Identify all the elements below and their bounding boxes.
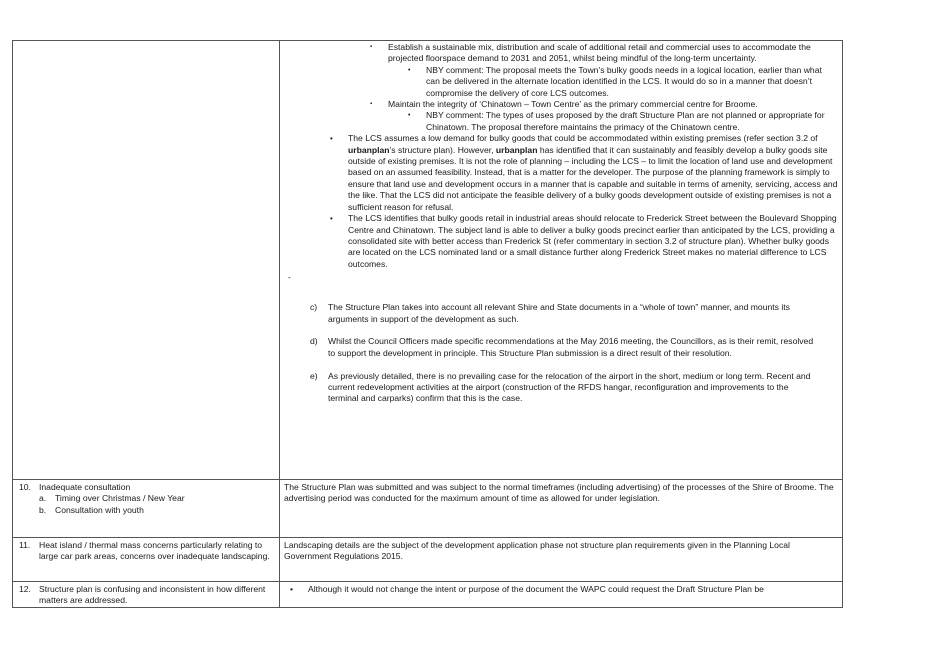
list-item	[284, 110, 838, 133]
list-item-text: The LCS identifies that bulky goods retail in industrial areas should relocate to Frederick Street between the Boulevard Shopping Centre and Chinatown. The subject land is able to deliver a bulky goods precinct earlier than anticipated by the LCS, providing a consolidated site with better access than Frederick St (refer commentary in section 3.2 of structure plan). Whether bulky goods are located on the LCS nominated land or a small distance further along Frederick Street makes no material difference to LCS outcomes.	[348, 213, 837, 269]
list-item	[284, 42, 838, 65]
issue-number: 12.	[19, 584, 31, 594]
issue-text: Heat island / thermal mass concerns particularly relating to large car park areas, concerns over inadequate landscaping.	[39, 540, 270, 562]
response-text: Landscaping details are the subject of the development application phase not structure plan requirements given in the Planning Local Government Regulations 2015.	[284, 540, 790, 562]
issue-title	[17, 482, 275, 493]
text-segment: The LCS assumes a low demand for bulky goods that could be accommodated within existing premises (refer section 3.2 of	[348, 133, 818, 144]
issue-title	[17, 584, 275, 607]
sub-item-text: Consultation with youth	[55, 504, 144, 515]
text-segment: has identified that it can sustainably and feasibly develop a bulky goods site outside of existing premises. It is not the role of planning – including the LCS – to limit the location of land use and development based on an assumed feasibility. Instead, that is a matter for the developer. The purpose of the planning framework is simply to ensure that land use and development occurs in a manner that is capable and suitable in terms of amenity, servicing, access and the like. That the LCS did not anticipate the feasible delivery of a bulky goods development outside of existing premises is not a sufficient reason for refusal.	[348, 144, 838, 212]
lettered-item	[284, 302, 838, 325]
comments-table	[12, 40, 843, 608]
item-text: Whilst the Council Officers made specific recommendations at the May 2016 meeting, the Councillors, as is their remit, resolved to support the development in principle. This Structure Plan submission is a direct result of their resolution.	[328, 336, 814, 358]
text-segment: ’s structure plan). However,	[389, 144, 496, 155]
issue-number: 10.	[19, 482, 31, 492]
sub-item-label: a.	[39, 493, 47, 504]
response-cell	[280, 538, 843, 582]
round-bullet-icon: •	[330, 214, 333, 224]
bold-text: urbanplan	[348, 144, 390, 155]
issue-cell	[13, 538, 280, 582]
response-text: The Structure Plan was submitted and was subject to the normal timeframes (including advertising) of the processes of the Shire of Broome. The advertising period was conducted for the maximum amount of time as allowed for under legislation.	[284, 482, 834, 504]
issue-text: Inadequate consultation	[39, 482, 131, 492]
issue-number: 11.	[19, 540, 31, 550]
round-bullet-icon: •	[408, 112, 411, 120]
list-item	[284, 584, 838, 595]
list-item	[284, 133, 838, 213]
square-bullet-icon: ▪	[370, 101, 373, 108]
round-bullet-icon: •	[408, 66, 411, 74]
table-row	[13, 480, 843, 538]
list-item-text	[348, 133, 837, 211]
item-text: As previously detailed, there is no prevailing case for the relocation of the airport in the short, medium or long term. Recent and current redevelopment activities at the airport (construction of the RFDS hangar, reconfiguration and improvements to the terminal and carparks) confirm that this is the case.	[328, 370, 811, 404]
sub-item	[17, 493, 275, 504]
list-item-text: NBY comment: The types of uses proposed by the draft Structure Plan are not planned or appropriate for Chinatown. The proposal therefore maintains the primacy of the Chinatown centre.	[426, 110, 825, 132]
list-item-text: Maintain the integrity of ‘Chinatown – Town Centre’ as the primary commercial centre for Broome.	[388, 99, 758, 110]
issue-cell	[13, 480, 280, 538]
list-item-text: Although it would not change the intent or purpose of the document the WAPC could request the Draft Structure Plan be	[308, 584, 764, 594]
table-row	[13, 41, 843, 480]
lettered-item	[284, 336, 838, 359]
item-label: c)	[310, 302, 318, 313]
dash-marker: -	[288, 272, 291, 283]
square-bullet-icon: ▪	[370, 44, 373, 50]
bold-text: urbanplan	[495, 144, 538, 155]
item-label: e)	[310, 370, 318, 381]
list-item	[284, 213, 838, 270]
sub-item-text: Timing over Christmas / New Year	[55, 493, 185, 504]
sub-item	[17, 505, 275, 516]
response-cell	[280, 480, 843, 538]
sub-item-label: b.	[39, 504, 47, 515]
table-row	[13, 582, 843, 608]
round-bullet-icon: •	[290, 584, 294, 594]
lettered-item	[284, 371, 838, 405]
item-text: The Structure Plan takes into account all relevant Shire and State documents in a “whole of town” manner, and mounts its arguments in support of the development as such.	[328, 302, 790, 324]
item-label: d)	[310, 336, 318, 347]
issue-title	[17, 540, 275, 563]
list-item	[284, 99, 838, 110]
table-row	[13, 538, 843, 582]
round-bullet-icon: •	[330, 134, 333, 144]
response-cell	[280, 41, 843, 480]
response-cell	[280, 582, 843, 608]
list-item-text: NBY comment: The proposal meets the Town’s bulky goods needs in a logical location, earlier than what can be delivered in the alternate location identified in the LCS. It would do so in a manner that doesn’t compromise the delivery of core LCS outcomes.	[426, 64, 822, 98]
issue-cell	[13, 41, 280, 480]
issue-cell	[13, 582, 280, 608]
list-item	[284, 65, 838, 99]
list-item-text: Establish a sustainable mix, distribution and scale of additional retail and commercial uses to accommodate the projected floorspace demand to 2031 and 2051, whilst being mindful of the long-term uncertainty.	[388, 42, 811, 64]
issue-text: Structure plan is confusing and inconsistent in how different matters are addressed.	[39, 584, 266, 606]
